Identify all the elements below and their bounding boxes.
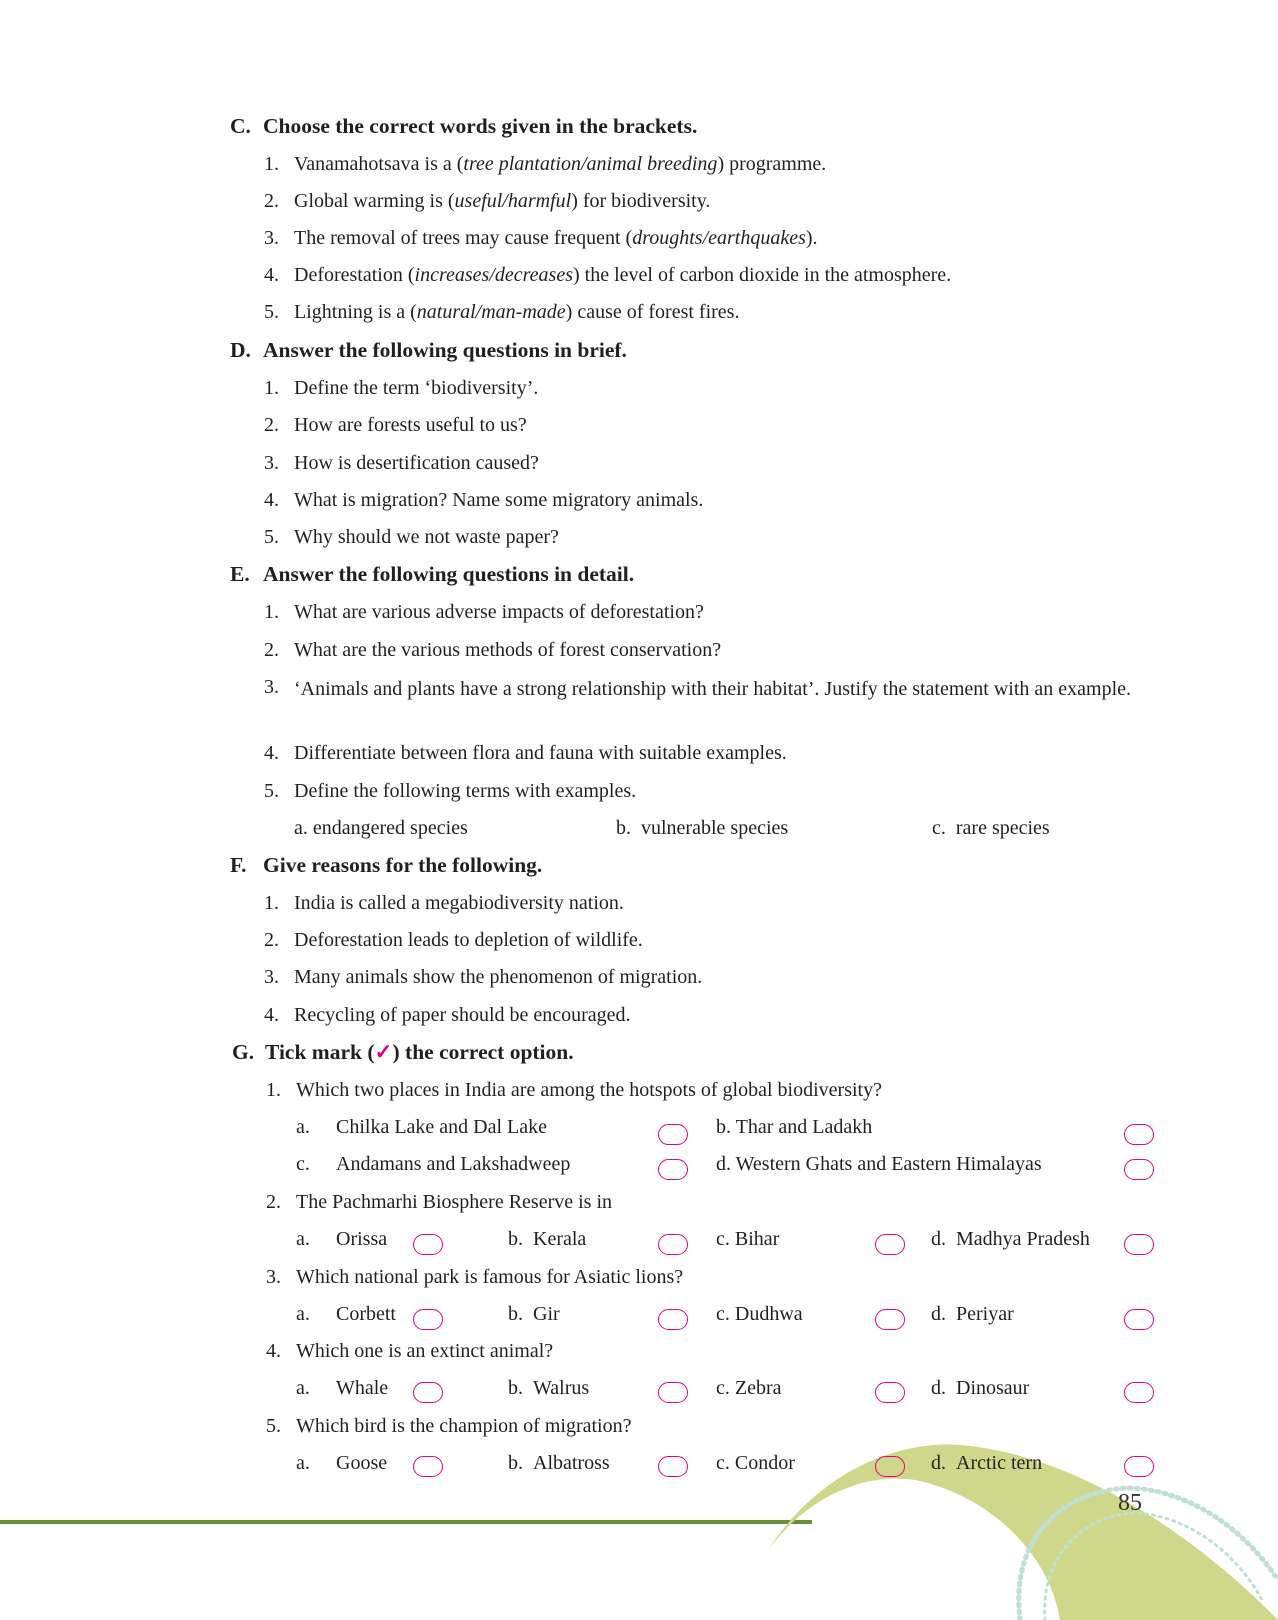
option-text: Gir: [533, 1303, 560, 1325]
option-letter: a.: [296, 1303, 310, 1325]
mcq-option: [296, 1152, 570, 1176]
answer-checkbox[interactable]: [413, 1456, 443, 1477]
mcq-option: [296, 1451, 387, 1475]
item-text: The Pachmarhi Biosphere Reserve is in: [296, 1191, 613, 1213]
mcq-option: [296, 1302, 396, 1326]
item-number: 2.: [266, 1191, 281, 1213]
term-letter: c.: [932, 817, 946, 839]
question-item: [264, 189, 711, 213]
option-text: Madhya Pradesh: [956, 1228, 1090, 1250]
answer-checkbox[interactable]: [1124, 1382, 1154, 1403]
mcq-question: [266, 1265, 684, 1289]
option-letter: c.: [716, 1303, 730, 1325]
item-choices: useful/harmful: [454, 190, 572, 212]
tick-mark-icon: ✓: [374, 1040, 393, 1064]
section-e-heading: [230, 562, 635, 586]
question-item: [264, 525, 559, 549]
item-number: 1.: [264, 892, 279, 914]
option-text: Arctic tern: [956, 1452, 1043, 1474]
option-letter: c.: [296, 1153, 310, 1175]
item-text: Which national park is famous for Asiatic lions?: [296, 1266, 684, 1288]
option-text: Kerala: [533, 1228, 587, 1250]
item-number: 3.: [264, 452, 279, 474]
question-item: [264, 741, 787, 765]
option-text: Albatross: [533, 1452, 610, 1474]
section-letter: D.: [230, 338, 251, 362]
option-text: Whale: [336, 1377, 389, 1399]
option-letter: b.: [716, 1116, 731, 1138]
item-text: Define the following terms with examples.: [294, 780, 637, 802]
option-text: Dudhwa: [734, 1303, 803, 1325]
option-text: Bihar: [734, 1228, 780, 1250]
section-title: Tick mark (: [265, 1040, 375, 1064]
item-text: ).: [805, 227, 818, 249]
option-text: Andamans and Lakshadweep: [336, 1153, 571, 1175]
section-c-heading: [230, 114, 698, 138]
answer-checkbox[interactable]: [875, 1309, 905, 1330]
question-item: [264, 488, 704, 512]
item-text: The removal of trees may cause frequent (: [294, 227, 633, 249]
option-text: Dinosaur: [956, 1377, 1030, 1399]
option-letter: b.: [508, 1452, 523, 1474]
mcq-question: [266, 1078, 882, 1102]
mcq-option: [931, 1302, 1014, 1326]
question-item: [264, 413, 527, 437]
option-text: Walrus: [533, 1377, 590, 1399]
item-number: 3.: [266, 1266, 281, 1288]
question-item: [264, 376, 539, 400]
term-text: vulnerable species: [641, 817, 789, 839]
item-text: Global warming is (: [294, 190, 455, 212]
item-number: 2.: [264, 639, 279, 661]
answer-checkbox[interactable]: [413, 1382, 443, 1403]
mcq-option: [716, 1227, 779, 1251]
item-text: Many animals show the phenomenon of migration.: [294, 966, 703, 988]
option-letter: a.: [296, 1116, 310, 1138]
answer-checkbox[interactable]: [413, 1309, 443, 1330]
mcq-option: [931, 1376, 1029, 1400]
section-letter: F.: [230, 853, 247, 877]
item-choices: droughts/earthquakes: [632, 227, 806, 249]
answer-checkbox[interactable]: [1124, 1124, 1154, 1145]
section-g-heading: [232, 1040, 574, 1064]
option-letter: b.: [508, 1303, 523, 1325]
item-number: 2.: [264, 414, 279, 436]
item-text: How are forests useful to us?: [294, 414, 527, 436]
item-text: ) programme.: [717, 153, 827, 175]
section-letter: C.: [230, 114, 251, 138]
option-letter: c.: [716, 1377, 730, 1399]
answer-checkbox[interactable]: [658, 1309, 688, 1330]
option-letter: d.: [716, 1153, 731, 1175]
mcq-option: [716, 1152, 1042, 1176]
mcq-question: [266, 1414, 632, 1438]
answer-checkbox[interactable]: [875, 1234, 905, 1255]
answer-checkbox[interactable]: [875, 1456, 905, 1477]
item-text: India is called a megabiodiversity nation.: [294, 892, 624, 914]
item-text: Deforestation (: [294, 264, 415, 286]
mcq-question: [266, 1190, 613, 1214]
option-letter: c.: [716, 1228, 730, 1250]
section-title: Give reasons for the following.: [263, 853, 543, 877]
answer-checkbox[interactable]: [658, 1456, 688, 1477]
item-number: 4.: [264, 1004, 279, 1026]
answer-checkbox[interactable]: [1124, 1456, 1154, 1477]
answer-checkbox[interactable]: [658, 1159, 688, 1180]
mcq-option: [296, 1115, 547, 1139]
term-option: [294, 816, 468, 840]
section-letter: G.: [232, 1040, 255, 1064]
mcq-option: [716, 1451, 795, 1475]
option-letter: b.: [508, 1377, 523, 1399]
item-text: What is migration? Name some migratory animals.: [294, 489, 704, 511]
term-option: [616, 816, 788, 840]
item-text: ‘Animals and plants have a strong relationship with their habitat’. Justify the statement with an example.: [294, 678, 1132, 700]
item-choices: increases/decreases: [414, 264, 573, 286]
item-number: 3.: [264, 227, 279, 249]
answer-checkbox[interactable]: [1124, 1309, 1154, 1330]
item-text: Deforestation leads to depletion of wildlife.: [294, 929, 643, 951]
mcq-question: [266, 1339, 554, 1363]
option-text: Corbett: [336, 1303, 396, 1325]
item-text: ) cause of forest fires.: [565, 301, 740, 323]
question-item: [264, 1003, 631, 1027]
option-letter: d.: [931, 1377, 946, 1399]
option-text: Goose: [336, 1452, 388, 1474]
item-number: 1.: [266, 1079, 281, 1101]
term-text: rare species: [955, 817, 1050, 839]
mcq-option: [296, 1376, 388, 1400]
question-item: [264, 891, 624, 915]
answer-checkbox[interactable]: [658, 1124, 688, 1145]
item-number: 3.: [264, 676, 279, 698]
option-letter: a.: [296, 1228, 310, 1250]
mcq-option: [716, 1115, 872, 1139]
page-number: 85: [1118, 1490, 1142, 1516]
item-text: Lightning is a (: [294, 301, 417, 323]
question-item: [264, 928, 643, 952]
term-text: endangered species: [312, 817, 468, 839]
mcq-option: [716, 1376, 782, 1400]
option-letter: d.: [931, 1303, 946, 1325]
item-text: Which two places in India are among the hotspots of global biodiversity?: [296, 1079, 882, 1101]
answer-checkbox[interactable]: [413, 1234, 443, 1255]
option-letter: d.: [931, 1228, 946, 1250]
item-text: What are the various methods of forest conservation?: [294, 639, 722, 661]
answer-checkbox[interactable]: [875, 1382, 905, 1403]
item-text: Why should we not waste paper?: [294, 526, 559, 548]
item-number: 5.: [264, 301, 279, 323]
term-option: [932, 816, 1050, 840]
section-title: Answer the following questions in brief.: [263, 338, 627, 362]
option-letter: b.: [508, 1228, 523, 1250]
mcq-option: [931, 1451, 1042, 1475]
section-d-heading: [230, 338, 627, 362]
item-number: 1.: [264, 153, 279, 175]
item-text: Recycling of paper should be encouraged.: [294, 1004, 631, 1026]
option-text: Western Ghats and Eastern Himalayas: [735, 1153, 1042, 1175]
item-text: How is desertification caused?: [294, 452, 539, 474]
answer-checkbox[interactable]: [658, 1234, 688, 1255]
option-text: Chilka Lake and Dal Lake: [336, 1116, 548, 1138]
item-number: 4.: [264, 742, 279, 764]
term-letter: b.: [616, 817, 631, 839]
item-number: 4.: [266, 1340, 281, 1362]
item-number: 1.: [264, 601, 279, 623]
option-text: Condor: [734, 1452, 795, 1474]
item-number: 5.: [264, 526, 279, 548]
item-number: 4.: [264, 489, 279, 511]
mcq-option: [508, 1302, 560, 1326]
option-text: Zebra: [734, 1377, 782, 1399]
item-text: Define the term ‘biodiversity’.: [294, 377, 539, 399]
answer-checkbox[interactable]: [1124, 1159, 1154, 1180]
item-text: Differentiate between flora and fauna with suitable examples.: [294, 742, 787, 764]
question-item: [264, 451, 539, 475]
mcq-option: [508, 1451, 610, 1475]
item-text: Which bird is the champion of migration?: [296, 1415, 632, 1437]
item-number: 1.: [264, 377, 279, 399]
question-item: [264, 152, 827, 176]
question-item: [264, 638, 722, 662]
question-item: [264, 965, 703, 989]
term-letter: a.: [294, 817, 308, 839]
answer-checkbox[interactable]: [1124, 1234, 1154, 1255]
item-text: ) the level of carbon dioxide in the atmosphere.: [572, 264, 952, 286]
mcq-option: [508, 1376, 589, 1400]
mcq-option: [716, 1302, 803, 1326]
mcq-option: [931, 1227, 1090, 1251]
question-item: [264, 300, 740, 324]
item-number: 3.: [264, 966, 279, 988]
option-letter: a.: [296, 1377, 310, 1399]
item-text: ) for biodiversity.: [571, 190, 711, 212]
answer-checkbox[interactable]: [658, 1382, 688, 1403]
question-item: [264, 226, 818, 250]
item-number: 4.: [264, 264, 279, 286]
item-text: Vanamahotsava is a (: [294, 153, 464, 175]
mcq-option: [508, 1227, 586, 1251]
option-letter: d.: [931, 1452, 946, 1474]
question-item: [264, 600, 704, 624]
option-text: Thar and Ladakh: [735, 1116, 873, 1138]
item-choices: natural/man-made: [416, 301, 566, 323]
question-item: [264, 779, 637, 803]
item-number: 2.: [264, 190, 279, 212]
section-title: Answer the following questions in detail.: [263, 562, 635, 586]
section-title: Choose the correct words given in the brackets.: [263, 114, 698, 138]
option-text: Periyar: [956, 1303, 1014, 1325]
section-title: ) the correct option.: [392, 1040, 574, 1064]
item-number: 2.: [264, 929, 279, 951]
section-letter: E.: [230, 562, 250, 586]
item-text: What are various adverse impacts of deforestation?: [294, 601, 704, 623]
option-text: Orissa: [336, 1228, 388, 1250]
option-letter: a.: [296, 1452, 310, 1474]
item-text: Which one is an extinct animal?: [296, 1340, 554, 1362]
option-letter: c.: [716, 1452, 730, 1474]
section-f-heading: [230, 853, 543, 877]
mcq-option: [296, 1227, 387, 1251]
item-choices: tree plantation/animal breeding: [463, 153, 718, 175]
item-number: 5.: [266, 1415, 281, 1437]
question-item: [264, 675, 1196, 703]
question-item: [264, 263, 952, 287]
item-number: 5.: [264, 780, 279, 802]
